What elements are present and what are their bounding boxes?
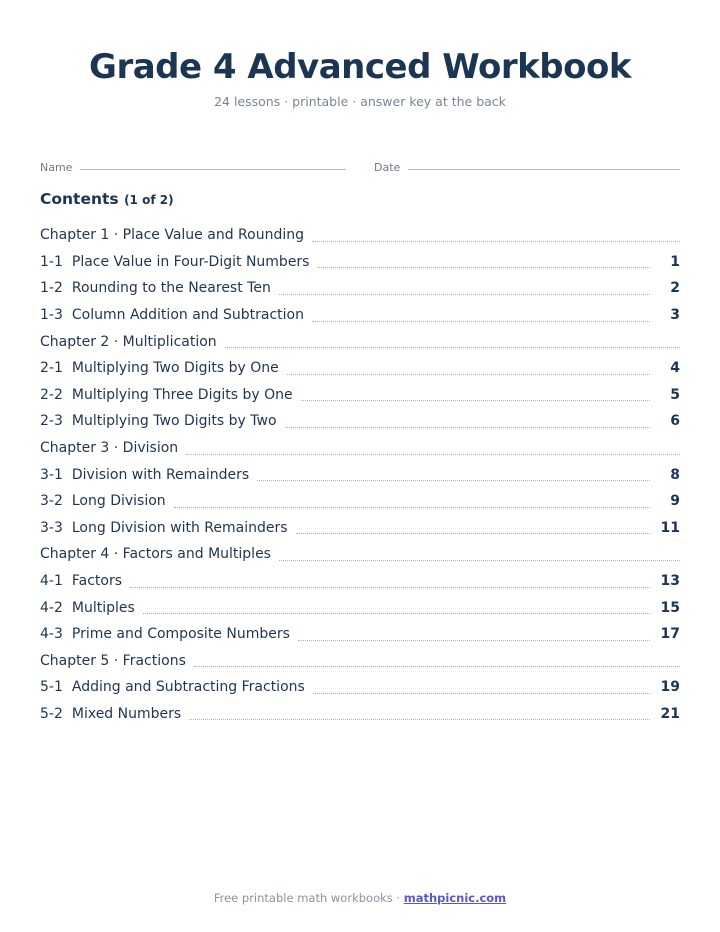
lesson-label xyxy=(40,466,249,484)
lesson-number: 4-1 xyxy=(40,573,63,590)
lesson-number: 1-1 xyxy=(40,253,63,270)
toc-lesson-row[interactable] xyxy=(40,568,680,595)
lesson-page-number: 8 xyxy=(670,466,680,483)
lesson-page-number: 4 xyxy=(670,360,680,377)
dot-leader xyxy=(189,719,650,720)
lesson-page-number: 9 xyxy=(670,493,680,510)
contents-heading xyxy=(40,189,174,210)
lesson-title: Multiples xyxy=(71,599,135,616)
lesson-title: Multiplying Three Digits by One xyxy=(71,386,293,403)
toc-chapter-row[interactable] xyxy=(40,328,680,355)
footer-link[interactable]: mathpicnic.com xyxy=(403,891,507,905)
toc-chapter-row[interactable] xyxy=(40,222,680,249)
name-label: Name xyxy=(40,161,73,174)
dot-leader xyxy=(287,374,650,375)
lesson-page-number: 19 xyxy=(660,679,680,696)
lesson-number: 2-3 xyxy=(40,413,63,430)
toc-lesson-row[interactable] xyxy=(40,594,680,621)
dot-leader xyxy=(257,480,650,481)
dot-leader xyxy=(312,321,650,322)
dot-leader xyxy=(313,693,650,694)
dot-leader xyxy=(285,427,650,428)
lesson-label xyxy=(40,625,290,643)
toc-lesson-row[interactable] xyxy=(40,249,680,276)
lesson-title: Division with Remainders xyxy=(71,466,250,483)
lesson-page-number: 6 xyxy=(670,413,680,430)
lesson-title: Mixed Numbers xyxy=(71,705,182,722)
lesson-label xyxy=(40,599,135,617)
lesson-number: 1-2 xyxy=(40,280,63,297)
lesson-label xyxy=(40,519,288,537)
toc-lesson-row[interactable] xyxy=(40,701,680,728)
lesson-title: Multiplying Two Digits by Two xyxy=(71,413,277,430)
toc-chapter-row[interactable] xyxy=(40,435,680,462)
lesson-title: Column Addition and Subtraction xyxy=(71,307,304,324)
lesson-page-number: 21 xyxy=(660,705,680,722)
lesson-title: Long Division with Remainders xyxy=(71,519,288,536)
lesson-number: 4-3 xyxy=(40,626,63,643)
chapter-label: Chapter 2 · Multiplication xyxy=(40,333,217,350)
dot-leader xyxy=(225,347,680,348)
contents-title: Contents xyxy=(40,190,119,208)
lesson-number: 4-2 xyxy=(40,599,63,616)
lesson-page-number: 5 xyxy=(670,386,680,403)
date-label: Date xyxy=(374,161,401,174)
lesson-label xyxy=(40,386,293,404)
toc-lesson-row[interactable] xyxy=(40,275,680,302)
lesson-label xyxy=(40,279,271,297)
dot-leader xyxy=(130,587,650,588)
lesson-label xyxy=(40,572,122,590)
lesson-label xyxy=(40,492,166,510)
lesson-label xyxy=(40,306,304,324)
dot-leader xyxy=(279,560,680,561)
name-field[interactable] xyxy=(40,160,346,174)
dot-leader xyxy=(143,613,650,614)
lesson-number: 5-2 xyxy=(40,705,63,722)
dot-leader xyxy=(298,640,650,641)
page-title: Grade 4 Advanced Workbook xyxy=(89,47,631,87)
dot-leader xyxy=(174,507,650,508)
toc-lesson-row[interactable] xyxy=(40,674,680,701)
lesson-title: Long Division xyxy=(71,493,166,510)
page-subtitle: 24 lessons · printable · answer key at the back xyxy=(214,94,506,109)
lesson-page-number: 13 xyxy=(660,573,680,590)
lesson-label xyxy=(40,359,279,377)
lesson-number: 5-1 xyxy=(40,679,63,696)
footer xyxy=(0,891,720,905)
chapter-label: Chapter 5 · Fractions xyxy=(40,652,186,669)
date-field[interactable] xyxy=(374,160,680,174)
toc-lesson-row[interactable] xyxy=(40,621,680,648)
lesson-number: 3-1 xyxy=(40,466,63,483)
lesson-title: Prime and Composite Numbers xyxy=(71,626,290,643)
name-line[interactable] xyxy=(80,169,346,170)
lesson-number: 2-1 xyxy=(40,360,63,377)
lesson-title: Rounding to the Nearest Ten xyxy=(71,280,271,297)
lesson-number: 3-2 xyxy=(40,493,63,510)
lesson-title: Multiplying Two Digits by One xyxy=(71,360,279,377)
toc-lesson-row[interactable] xyxy=(40,408,680,435)
chapter-label: Chapter 4 · Factors and Multiples xyxy=(40,546,271,563)
lesson-label xyxy=(40,412,277,430)
dot-leader xyxy=(317,267,650,268)
toc-lesson-row[interactable] xyxy=(40,461,680,488)
dot-leader xyxy=(186,454,680,455)
contents-page-indicator: (1 of 2) xyxy=(124,193,174,207)
toc-lesson-row[interactable] xyxy=(40,302,680,329)
dot-leader xyxy=(279,294,650,295)
lesson-number: 2-2 xyxy=(40,386,63,403)
chapter-label: Chapter 3 · Division xyxy=(40,440,179,457)
lesson-page-number: 1 xyxy=(670,253,680,270)
dot-leader xyxy=(296,533,650,534)
lesson-title: Place Value in Four-Digit Numbers xyxy=(71,253,310,270)
lesson-title: Adding and Subtracting Fractions xyxy=(71,679,305,696)
toc-chapter-row[interactable] xyxy=(40,648,680,675)
lesson-title: Factors xyxy=(71,573,123,590)
lesson-label xyxy=(40,678,305,696)
dot-leader xyxy=(194,666,680,667)
lesson-page-number: 15 xyxy=(660,599,680,616)
lesson-page-number: 2 xyxy=(670,280,680,297)
lesson-number: 1-3 xyxy=(40,307,63,324)
chapter-label: Chapter 1 · Place Value and Rounding xyxy=(40,227,304,244)
dot-leader xyxy=(301,400,650,401)
toc-lesson-row[interactable] xyxy=(40,355,680,382)
lesson-page-number: 17 xyxy=(660,626,680,643)
date-line[interactable] xyxy=(408,169,680,170)
toc-lesson-row[interactable] xyxy=(40,488,680,515)
footer-text: Free printable math workbooks · xyxy=(213,891,404,905)
lesson-number: 3-3 xyxy=(40,519,63,536)
lesson-label xyxy=(40,253,309,271)
lesson-page-number: 11 xyxy=(660,519,680,536)
toc-lesson-row[interactable] xyxy=(40,382,680,409)
table-of-contents xyxy=(40,222,680,727)
dot-leader xyxy=(312,241,680,242)
lesson-label xyxy=(40,705,181,723)
toc-chapter-row[interactable] xyxy=(40,541,680,568)
lesson-page-number: 3 xyxy=(670,307,680,324)
toc-lesson-row[interactable] xyxy=(40,515,680,542)
